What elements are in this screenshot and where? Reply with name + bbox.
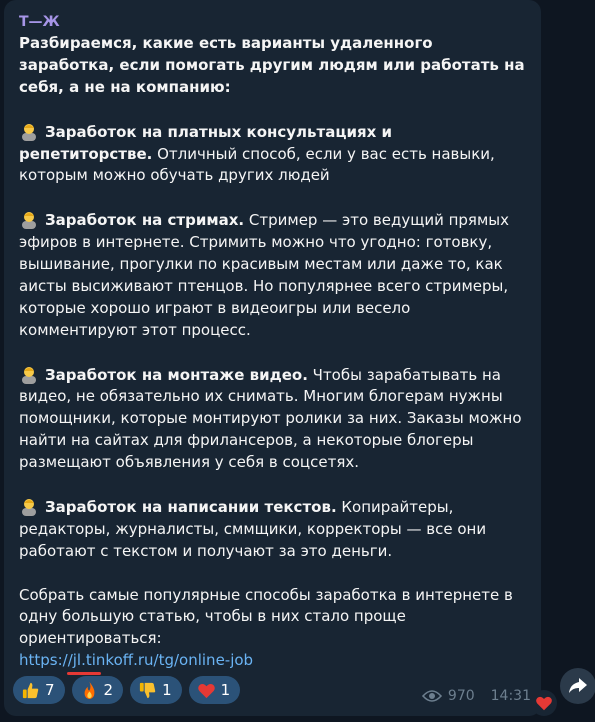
heart-icon (197, 681, 216, 700)
heart-icon (535, 694, 553, 712)
item-title: Заработок на написании текстов. (45, 497, 337, 516)
thumbs-up-icon (21, 681, 40, 700)
reaction-count: 2 (103, 681, 114, 699)
list-item (19, 496, 527, 563)
reaction-count: 7 (45, 681, 55, 699)
reaction-count: 1 (162, 681, 172, 699)
reaction-thumbs-up[interactable] (13, 676, 65, 704)
item-title: Заработок на платных консультациях и репетиторстве. (19, 122, 392, 163)
thumbs-down-icon (138, 681, 157, 700)
article-link[interactable] (19, 651, 253, 669)
person-emoji-icon (19, 121, 39, 141)
eye-icon (422, 689, 442, 703)
outro-text: Собрать самые популярные способы заработка в интернете в одну большую статью, чтобы в них стало проще ориентироваться: (19, 585, 513, 648)
person-emoji-icon (19, 496, 39, 516)
list-item (19, 121, 527, 188)
reaction-thumbs-down[interactable] (130, 676, 182, 704)
list-item (19, 209, 527, 341)
red-underline-mark (67, 672, 101, 675)
message-time: 14:31 (490, 688, 531, 704)
item-title: Заработок на монтаже видео. (45, 365, 308, 384)
message-meta (422, 688, 531, 704)
intro-text: Разбираемся, какие есть варианты удаленного заработка, если помогать другим людям или работать на себя, а не на компанию: (19, 34, 525, 96)
list-item (19, 364, 527, 475)
person-emoji-icon (19, 364, 39, 384)
reaction-fire[interactable] (72, 676, 124, 704)
own-reaction-badge[interactable] (531, 690, 557, 716)
reaction-count: 1 (220, 681, 231, 699)
person-emoji-icon (19, 209, 39, 229)
fire-icon (80, 681, 99, 700)
item-title: Заработок на стримах. (45, 211, 245, 230)
item-text: Чтобы зарабатывать на видео, не обязательно их снимать. Многим блогерам нужны помощники, которые монтируют ролики за них. Заказы можно найти на сайтах для фрилансеров, а некоторые блогеры размещают объявления у себя в соцсетях. (19, 365, 522, 472)
item-text: Отличный способ, если у вас есть навыки, которым можно обучать других людей (19, 144, 495, 185)
article-link-text[interactable]: https://jl.tinkoff.ru/tg/online-job (19, 651, 254, 670)
share-arrow-icon (568, 677, 588, 695)
reaction-heart[interactable] (189, 676, 241, 704)
message-bubble[interactable] (4, 0, 541, 716)
item-text: Копирайтеры, редакторы, журналисты, сммщики, корректоры — все они работают с текстом и получают за это деньги. (19, 497, 487, 560)
sender-name[interactable]: Т—Ж (19, 14, 60, 30)
reactions-bar (13, 676, 240, 704)
views-count: 970 (447, 688, 475, 704)
message-text (19, 33, 527, 672)
share-button[interactable] (560, 668, 595, 704)
item-text: Стример — это ведущий прямых эфиров в интернете. Стримить можно что угодно: готовку, вышивание, прогулки по красивым местам или даже то, как аисты высиживают птенцов. Но популярнее всего стримеры, которые хорошо играют в видеоигры или весело комментируют этот процесс. (19, 211, 509, 339)
